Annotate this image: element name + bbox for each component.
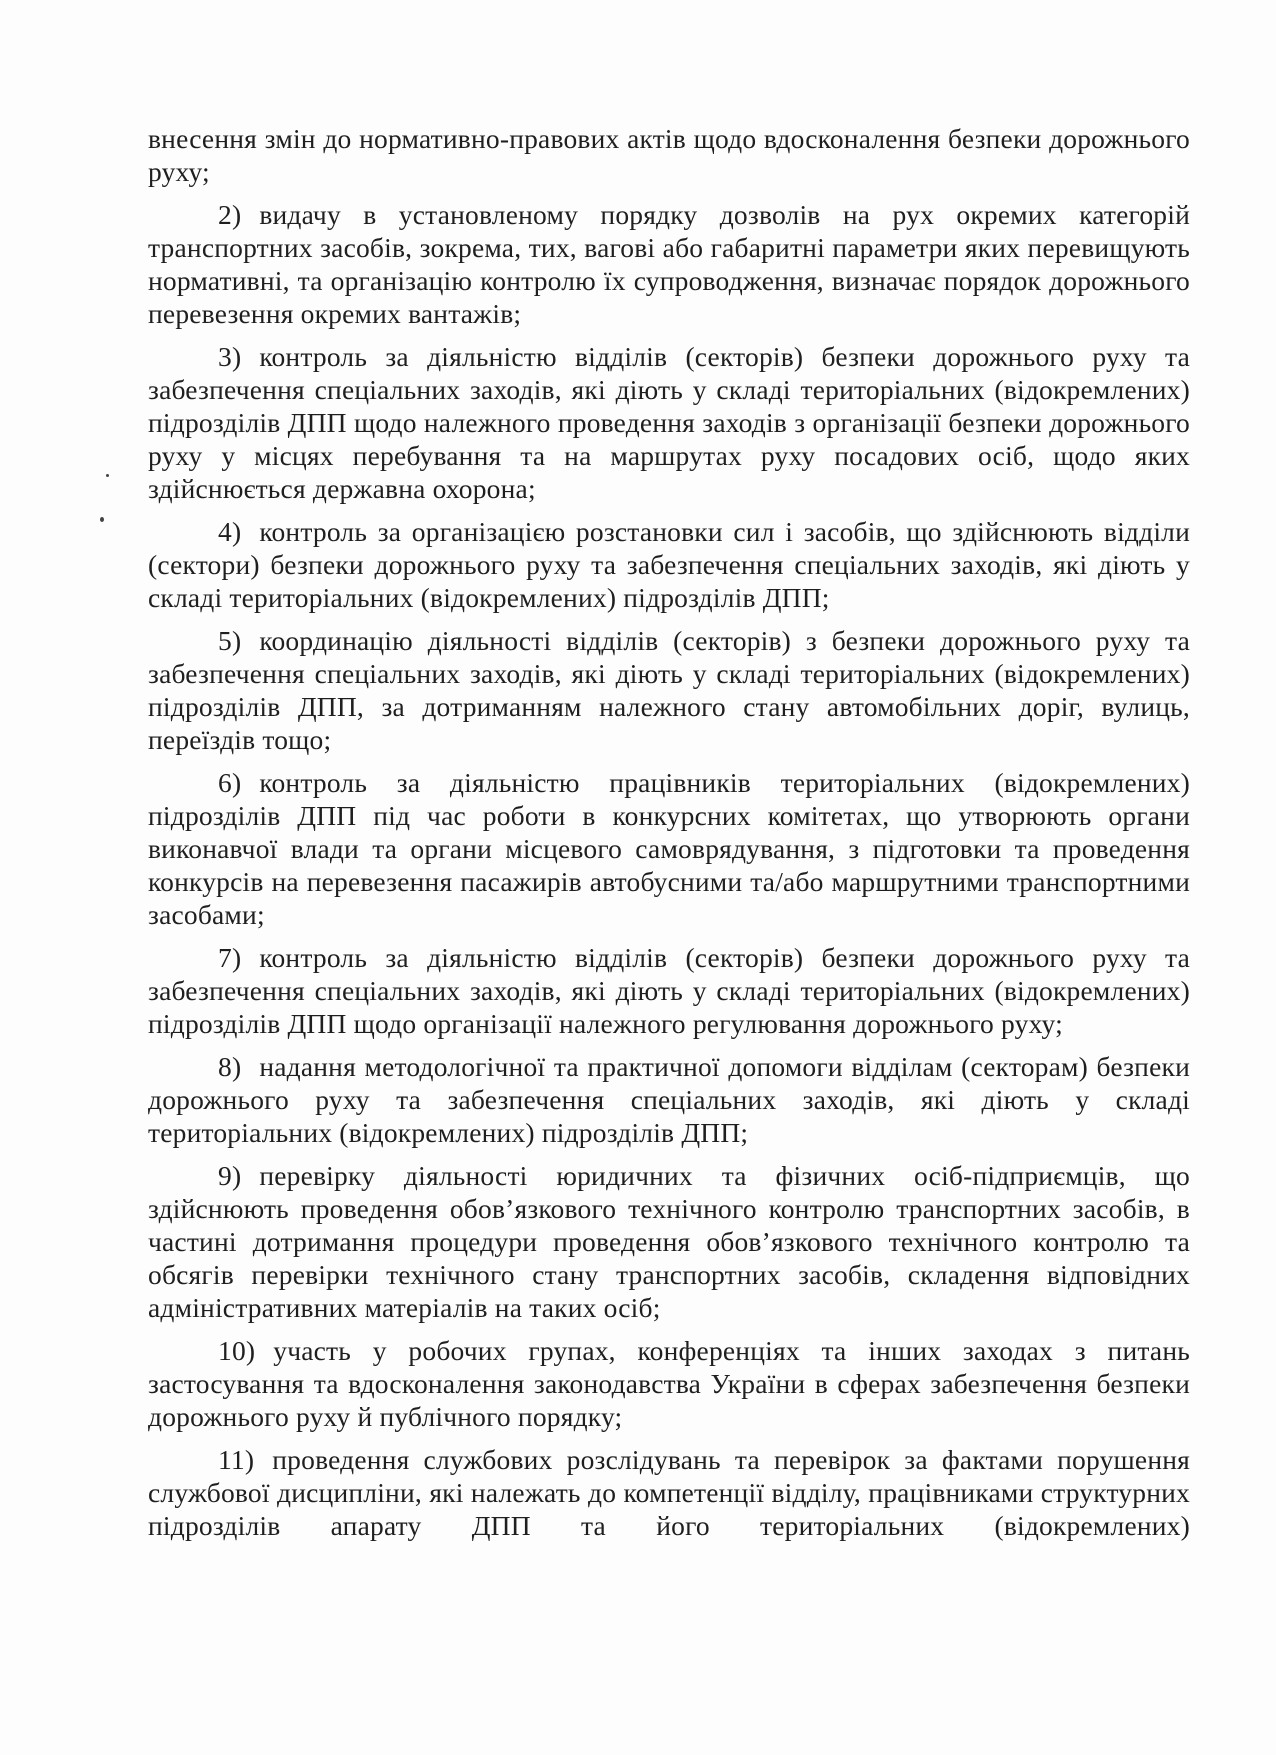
item-number: 9): [218, 1160, 242, 1191]
item-number: 10): [218, 1335, 256, 1366]
item-text: проведення службових розслідувань та перевірок за фактами порушення службової дисципліни, які належать до компетенції відділу, працівниками структурних підрозділів апарату ДПП та його територіальних (відокремлених): [148, 1444, 1190, 1541]
list-item-6: [148, 766, 1190, 931]
item-text: контроль за організацією розстановки сил і засобів, що здійснюють відділи (сектори) безпеки дорожнього руху та забезпечення спеціальних заходів, які діють у складі територіальних (відокремлених) підрозділів ДПП;: [148, 516, 1190, 613]
item-number: 5): [218, 625, 242, 656]
item-text: видачу в установленому порядку дозволів на рух окремих категорій транспортних засобів, зокрема, тих, вагові або габаритні параметри яких перевищують нормативні, та організацію контролю їх супроводження, визначає порядок дорожнього перевезення окремих вантажів;: [148, 199, 1190, 329]
list-item-7: [148, 941, 1190, 1040]
list-item-3: [148, 340, 1190, 505]
list-item-2: [148, 198, 1190, 330]
list-item-4: [148, 515, 1190, 614]
item-text: перевірку діяльності юридичних та фізичних осіб-підприємців, що здійснюють проведення обов’язкового технічного контролю транспортних засобів, в частині дотримання процедури проведення обов’язкового технічного контролю та обсягів перевірки технічного стану транспортних засобів, складення відповідних адміністративних матеріалів на таких осіб;: [148, 1160, 1190, 1323]
list-item-11: [148, 1443, 1190, 1542]
list-item-8: [148, 1050, 1190, 1149]
list-item-10: [148, 1334, 1190, 1433]
item-number: 6): [218, 767, 242, 798]
scan-speck: [100, 517, 104, 522]
item-number: 7): [218, 942, 242, 973]
list-item-5: [148, 624, 1190, 756]
scan-speck: [106, 474, 109, 477]
item-number: 3): [218, 341, 242, 372]
item-number: 4): [218, 516, 242, 547]
item-text: контроль за діяльністю відділів (секторів) безпеки дорожнього руху та забезпечення спеціальних заходів, які діють у складі територіальних (відокремлених) підрозділів ДПП щодо організації належного регулювання дорожнього руху;: [148, 942, 1190, 1039]
list-item-9: [148, 1159, 1190, 1324]
item-number: 2): [218, 199, 242, 230]
item-number: 11): [218, 1444, 255, 1475]
item-text: координацію діяльності відділів (секторів) з безпеки дорожнього руху та забезпечення спеціальних заходів, які діють у складі територіальних (відокремлених) підрозділів ДПП, за дотриманням належного стану автомобільних доріг, вулиць, переїздів тощо;: [148, 625, 1190, 755]
item-text: надання методологічної та практичної допомоги відділам (секторам) безпеки дорожнього руху та забезпечення спеціальних заходів, які діють у складі територіальних (відокремлених) підрозділів ДПП;: [148, 1051, 1190, 1148]
item-text: контроль за діяльністю працівників територіальних (відокремлених) підрозділів ДПП під час роботи в конкурсних комітетах, що утворюють органи виконавчої влади та органи місцевого самоврядування, з підготовки та проведення конкурсів на перевезення пасажирів автобусними та/або маршрутними транспортними засобами;: [148, 767, 1190, 930]
document-body: [148, 122, 1190, 1542]
item-number: 8): [218, 1051, 242, 1082]
item-text: контроль за діяльністю відділів (секторів) безпеки дорожнього руху та забезпечення спеціальних заходів, які діють у складі територіальних (відокремлених) підрозділів ДПП щодо належного проведення заходів з організації безпеки дорожнього руху у місцях перебування та на маршрутах руху посадових осіб, щодо яких здійснюється державна охорона;: [148, 341, 1190, 504]
intro-paragraph: внесення змін до нормативно-правових актів щодо вдосконалення безпеки дорожнього руху;: [148, 123, 1190, 187]
item-text: участь у робочих групах, конференціях та інших заходах з питань застосування та вдосконалення законодавства України в сферах забезпечення безпеки дорожнього руху й публічного порядку;: [148, 1335, 1190, 1432]
